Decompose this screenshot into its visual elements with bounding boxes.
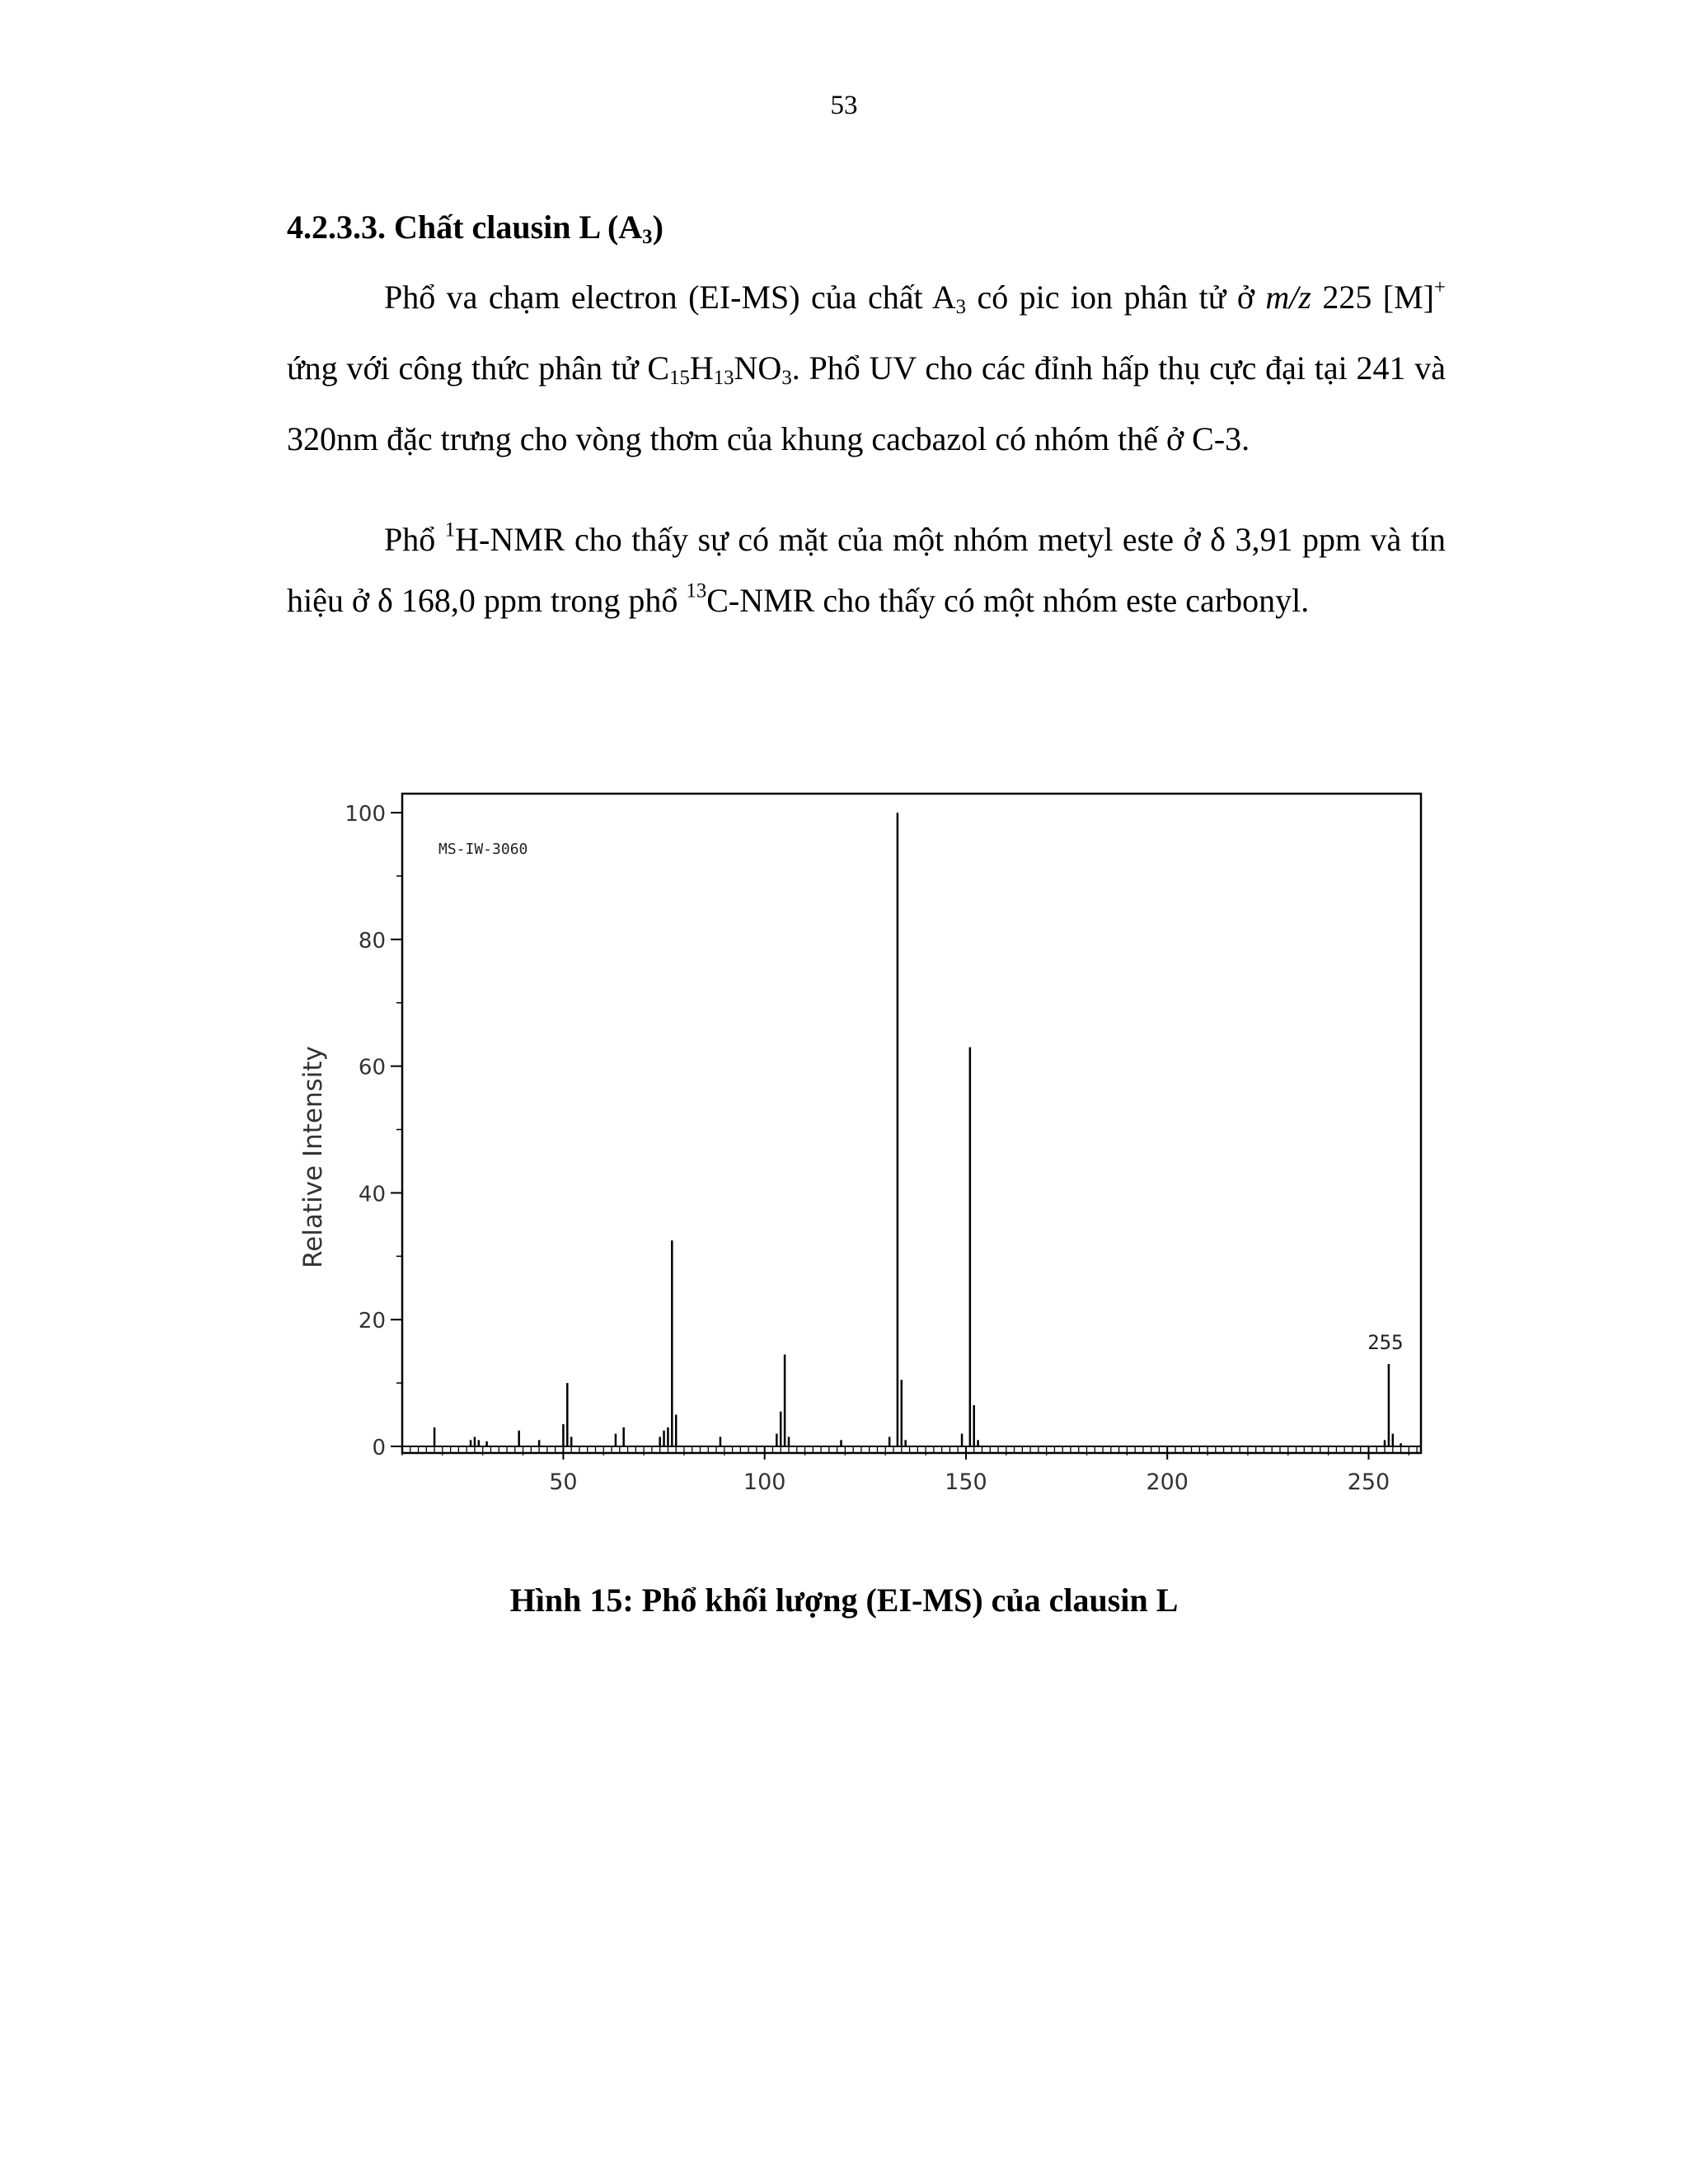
heading-close: ) <box>652 209 663 246</box>
y-tick-label-100: 100 <box>345 802 386 827</box>
peak-annotations <box>1367 1331 1403 1354</box>
p1-sup-plus: + <box>1434 276 1446 299</box>
paragraph-ms-uv <box>287 267 1446 470</box>
y-axis-label: Relative Intensity <box>298 1046 328 1268</box>
p1-sub-13: 13 <box>713 367 734 390</box>
p2-sup-13: 13 <box>686 579 707 602</box>
y-tick-label-60: 60 <box>358 1055 386 1080</box>
p1-text-3: 225 [M] <box>1311 279 1434 316</box>
p1-text-1: Phổ va chạm electron (EI-MS) của chất A <box>384 279 956 316</box>
p1-italic-mz: m/z <box>1265 279 1311 316</box>
x-tick-label-150: 150 <box>945 1469 987 1495</box>
p1-text-5: H <box>689 349 714 387</box>
p2-sup-1: 1 <box>444 518 456 541</box>
p2-text-2: H-NMR cho thấy sự có mặt của một nhóm metyl este ở δ 3,91 ppm và tín hiệu ở δ 168,0 ppm trong phổ <box>287 521 1446 619</box>
p1-text-2: có pic ion phân tử ở <box>966 279 1266 316</box>
y-tick-label-80: 80 <box>358 928 386 954</box>
x-tick-label-50: 50 <box>549 1469 578 1495</box>
p1-sub-1: 3 <box>955 296 967 319</box>
chart-inset-label: MS-IW-3060 <box>438 841 528 858</box>
heading-text: 4.2.3.3. Chất clausin L (A <box>287 209 643 246</box>
paragraph-nmr <box>287 509 1446 631</box>
heading-subscript: 3 <box>642 226 653 249</box>
page-number: 53 <box>830 91 858 120</box>
x-tick-label-250: 250 <box>1347 1469 1390 1495</box>
p2-text-1: Phổ <box>384 521 445 558</box>
y-tick-label-0: 0 <box>372 1436 386 1460</box>
x-tick-label-200: 200 <box>1146 1469 1189 1495</box>
y-tick-label-20: 20 <box>358 1309 386 1334</box>
x-tick-label-100: 100 <box>743 1469 786 1495</box>
p1-text-4: ứng với công thức phân tử C <box>287 349 670 387</box>
p2-text-3: C-NMR cho thấy có một nhóm este carbonyl. <box>706 582 1310 619</box>
p1-sub-15: 15 <box>669 367 690 390</box>
y-tick-label-40: 40 <box>358 1182 386 1207</box>
section-heading <box>287 208 663 249</box>
p1-text-7: . Phổ UV cho các đỉnh hấp thụ cực đại tại 241 và 320nm đặc trưng cho vòng thơm của khung cacbazol có nhóm thế ở C-3. <box>287 349 1446 458</box>
figure-caption: Hình 15: Phổ khối lượng (EI-MS) của clausin L <box>509 1582 1179 1619</box>
p1-sub-3: 3 <box>781 367 792 390</box>
y-axis-ticks <box>345 802 402 1460</box>
mass-spectrum-chart <box>297 787 1434 1529</box>
p1-text-6: NO <box>734 349 782 387</box>
plot-frame <box>402 794 1421 1453</box>
annotation-255: 255 <box>1367 1331 1404 1355</box>
